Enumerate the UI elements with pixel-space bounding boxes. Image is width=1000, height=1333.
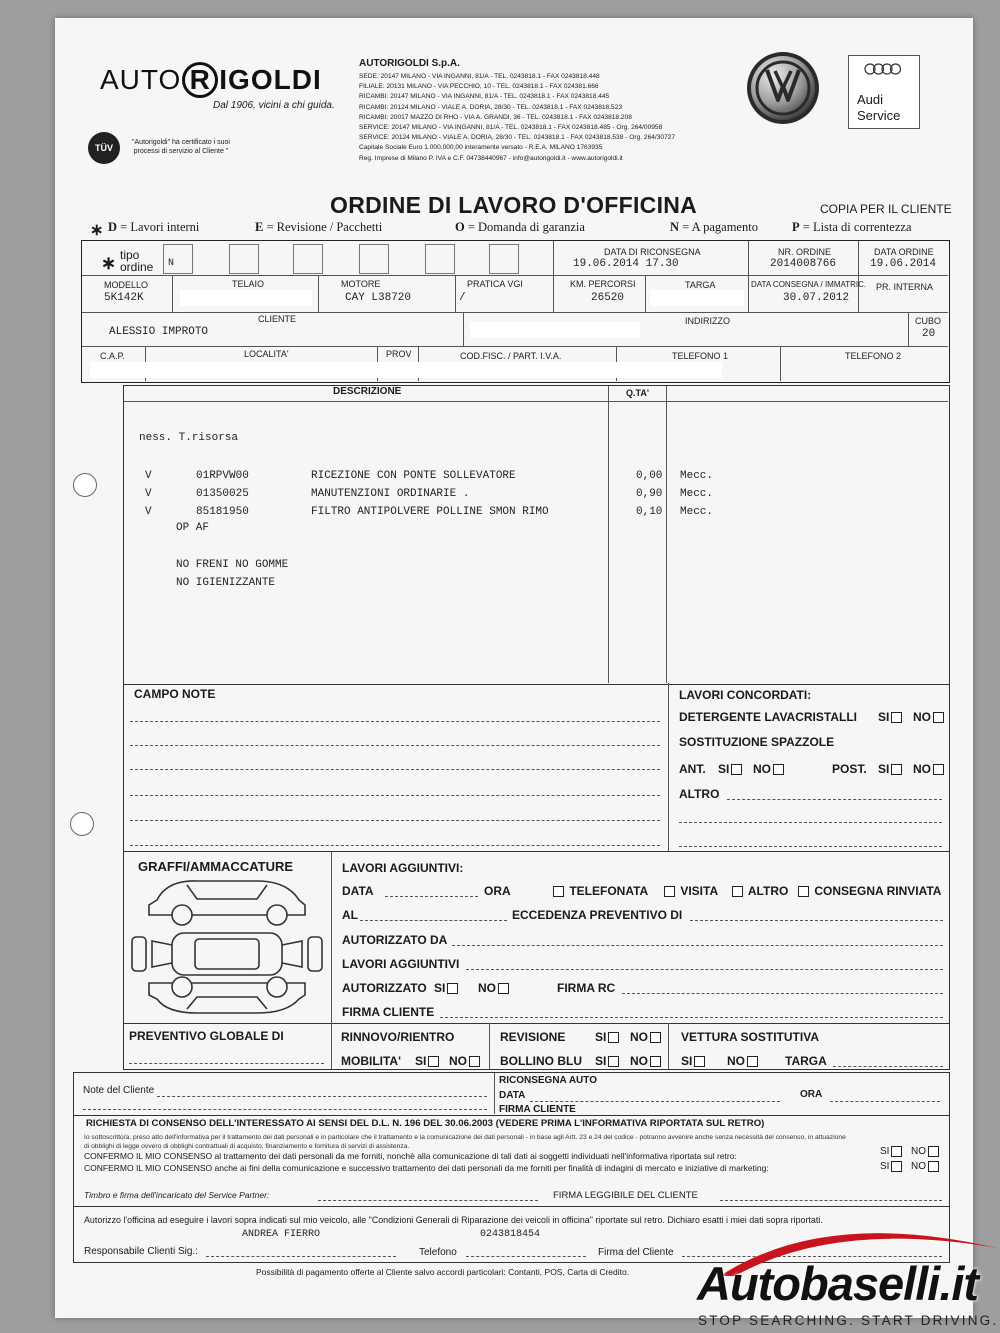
indirizzo-label: INDIRIZZO	[685, 316, 730, 326]
data-ordine-value: 19.06.2014	[870, 258, 937, 270]
copy-label: COPIA PER IL CLIENTE	[820, 202, 952, 216]
ant-si-checkbox[interactable]	[731, 764, 742, 775]
tipo-ordine-label: tipo ordine	[120, 248, 154, 274]
autobaselli-slogan: STOP SEARCHING. START DRIVING.	[698, 1313, 999, 1328]
post-no: NO	[913, 762, 946, 776]
telaio-redacted	[180, 290, 312, 306]
autorizzato-no-checkbox[interactable]	[498, 983, 509, 994]
autorigoldi-logo	[100, 62, 322, 98]
consent-title: RICHIESTA DI CONSENSO DELL'INTERESSATO AI SENSI DEL D.L. N. 196 DEL 30.06.2003 (VEDERE PRIMA L'INFORMATIVA RIPORTATA SUL RETRO)	[86, 1118, 765, 1129]
logo-r-circle: R	[182, 62, 218, 98]
cap-label: C.A.P.	[100, 351, 125, 361]
sostituzione-label: SOSTITUZIONE SPAZZOLE	[679, 735, 835, 749]
mobilita-label: MOBILITA'	[341, 1054, 401, 1068]
bollino-no-checkbox[interactable]	[650, 1056, 661, 1067]
detergente-no: NO	[913, 710, 946, 724]
data-ordine-label: DATA ORDINE	[874, 247, 934, 257]
logo-text-left: AUTO	[100, 64, 182, 95]
note-cliente-label: Note del Cliente	[83, 1085, 155, 1096]
km-value: 26520	[591, 292, 625, 304]
motore-value: CAY L38720	[345, 292, 412, 304]
modello-value: 5K142K	[104, 292, 144, 304]
consent-2-no-checkbox[interactable]	[928, 1161, 939, 1172]
legend-item-d: D = Lavori interni	[108, 220, 200, 234]
altro-option: ALTRO	[730, 884, 788, 898]
lavori-aggiuntivi-label: LAVORI AGGIUNTIVI:	[342, 861, 464, 875]
pratica-value: /	[459, 292, 466, 304]
company-address-line: RICAMBI: 20124 MILANO - VIALE A. DORIA, 28/30 - TEL. 0243818.1 - FAX 0243818.523	[359, 103, 623, 111]
revisione-si-checkbox[interactable]	[608, 1032, 619, 1043]
work-row-flag: V	[145, 470, 152, 482]
company-address-line: Capitale Sociale Euro 1.000.000,00 interamente versato - R.E.A. MILANO 1763935	[359, 144, 603, 152]
consegna-label: DATA CONSEGNA / IMMATRIC.	[751, 280, 867, 289]
autorizzato-si: SI	[434, 981, 460, 995]
ant-no-checkbox[interactable]	[773, 764, 784, 775]
revisione-no: NO	[630, 1030, 663, 1044]
codfisc-label: COD.FISC. / PART. I.V.A.	[460, 351, 562, 361]
ora-label: ORA	[484, 884, 511, 898]
work-note-2: NO IGIENIZZANTE	[176, 577, 276, 589]
lavori-concordati-label: LAVORI CONCORDATI:	[679, 688, 812, 702]
rinnovo-label: RINNOVO/RIENTRO	[341, 1030, 455, 1044]
bollino-no: NO	[630, 1054, 663, 1068]
consent-line-2: CONFERMO IL MIO CONSENSO anche ai fini della comunicazione e successivo trattamento dei dati personali da me forniti per finalità di indagini di mercato e iniziative di marketing:	[84, 1163, 769, 1173]
consent-small-2: di obblighi di legge ovvero di obblighi contrattuali di acquisto, finanziamento e fornitura di servizi di assistenza.	[84, 1143, 410, 1150]
revisione-si: SI	[595, 1030, 621, 1044]
consent-line-2-no: NO	[911, 1161, 941, 1172]
mobilita-si-checkbox[interactable]	[428, 1056, 439, 1067]
consegna-option: CONSEGNA RINVIATA	[796, 884, 941, 898]
consent-small-1: Io sottoscritto/a, preso atto dell'informativa per il trattamento dei dati personali e in particolare che il trattamento e la comunicazione dei dati personali - in base agli Artt. 23 e 24 del codice - potranno avvenire anche senza necessità del consenso, in attuazione	[84, 1134, 846, 1141]
work-note-1: NO FRENI NO GOMME	[176, 559, 289, 571]
pr-interna-label: PR. INTERNA	[876, 282, 934, 292]
responsabile-label: Responsabile Clienti Sig.:	[84, 1246, 198, 1257]
riconsegna-data-label: DATA	[499, 1090, 526, 1101]
company-address-line: FILIALE: 20131 MILANO - VIA PECCHIO, 10 - TEL. 0243818.1 - FAX 024381.666	[359, 83, 599, 91]
legend-item-p: P = Lista di correntezza	[792, 220, 912, 234]
telefono-value: 0243818454	[480, 1229, 541, 1240]
vettura-si: SI	[681, 1054, 707, 1068]
company-name: AUTORIGOLDI S.p.A.	[359, 58, 460, 69]
authorization-text: Autorizzo l'officina ad eseguire i lavori sopra indicati sul mio veicolo, alle "Condizioni Generali di Riparazione dei veicoli in officina" riportate sul retro. Dichiaro esatti i miei dati sopra riportati.	[84, 1215, 823, 1225]
tipo-ordine-value: N	[168, 258, 175, 269]
work-row-unit: Mecc.	[680, 506, 714, 518]
car-damage-diagram-icon	[127, 875, 327, 1020]
preventivo-label: PREVENTIVO GLOBALE DI	[129, 1029, 284, 1043]
visita-option: VISITA	[662, 884, 718, 898]
legend-item-n: N = A pagamento	[670, 220, 758, 234]
firma-cliente-auth-label: Firma del Cliente	[598, 1247, 674, 1258]
riconsegna-ora-label: ORA	[800, 1089, 823, 1100]
revisione-no-checkbox[interactable]	[650, 1032, 661, 1043]
firma-cliente-label: FIRMA CLIENTE	[342, 1005, 435, 1019]
punch-hole-top	[73, 473, 97, 497]
work-row-code: 01350025	[196, 488, 249, 500]
work-row-code: 85181950	[196, 506, 249, 518]
legend-row	[90, 220, 950, 240]
localita-label: LOCALITA'	[244, 349, 289, 359]
work-row-desc: FILTRO ANTIPOLVERE POLLINE SMON RIMO	[311, 506, 549, 518]
volkswagen-logo-icon	[745, 50, 821, 131]
legend-item-o: O = Domanda di garanzia	[455, 220, 585, 234]
punch-hole-bottom	[70, 812, 94, 836]
detergente-label: DETERGENTE LAVACRISTALLI	[679, 710, 857, 724]
targa-label: TARGA	[785, 1054, 827, 1068]
mobilita-si: SI	[415, 1054, 441, 1068]
logo-text-right: IGOLDI	[219, 64, 322, 95]
telefono1-label: TELEFONO 1	[672, 351, 729, 361]
targa-label: TARGA	[685, 280, 716, 290]
telaio-label: TELAIO	[232, 279, 265, 289]
consent-line-2-si: SI	[880, 1161, 904, 1172]
qta-header: Q.TA'	[626, 388, 649, 398]
consent-line-1: CONFERMO IL MIO CONSENSO al trattamento dei dati personali da me forniti, nonchè alla comunicazione di tali dati ai soggetti individuati nell'informativa riportata sul retro:	[84, 1151, 737, 1161]
prov-label: PROV	[386, 349, 412, 359]
autorizzato-no: NO	[478, 981, 511, 995]
company-address-line: SERVICE: 20124 MILANO - VIALE A. DORIA, 28/30 - TEL. 0243818.1 - FAX 0243818.538 - Org. 264/30727	[359, 134, 676, 142]
detergente-no-checkbox[interactable]	[933, 712, 944, 723]
work-row-code: 01RPVW00	[196, 470, 249, 482]
legend-star-icon: ∗	[90, 222, 104, 239]
altro-label: ALTRO	[679, 787, 720, 801]
company-address-line: SEDE: 20147 MILANO - VIA INGANNI, 81/A - TEL. 0243818.1 - FAX 0243818.448	[359, 73, 600, 80]
company-address-line: RICAMBI: 20017 MAZZO DI RHO - VIA A. GRANDI, 36 - TEL. 0243818.1 - FAX 0243818.208	[359, 113, 632, 121]
revisione-label: REVISIONE	[500, 1030, 566, 1044]
company-address-line: SERVICE: 20147 MILANO - VIA INGANNI, 81/A - TEL. 0243818.1 - FAX 0243818.485 - Org. 264/00958	[359, 124, 663, 132]
work-row-qty: 0,10	[636, 506, 663, 518]
work-extra: OP AF	[176, 522, 210, 534]
graffi-title: GRAFFI/AMMACCATURE	[138, 859, 294, 874]
logo-tagline: Dal 1906, vicini a chi guida.	[213, 100, 335, 111]
detergente-si: SI	[878, 710, 904, 724]
post-label: POST.	[832, 762, 867, 776]
telefonata-checkbox[interactable]	[553, 886, 564, 897]
vettura-no: NO	[727, 1054, 760, 1068]
work-row-unit: Mecc.	[680, 488, 714, 500]
work-description-box	[123, 385, 950, 685]
riconsegna-auto-label: RICONSEGNA AUTO	[499, 1075, 597, 1086]
bollino-si: SI	[595, 1054, 621, 1068]
consent-1-si-checkbox[interactable]	[891, 1146, 902, 1157]
consegna-value: 30.07.2012	[783, 292, 850, 304]
post-no-checkbox[interactable]	[933, 764, 944, 775]
post-si-checkbox[interactable]	[891, 764, 902, 775]
ant-label: ANT.	[679, 762, 706, 776]
ant-no: NO	[753, 762, 786, 776]
work-row-flag: V	[145, 506, 152, 518]
visita-checkbox[interactable]	[664, 886, 675, 897]
riconsegna-label: DATA DI RICONSEGNA	[604, 247, 701, 257]
work-intro: ness. T.risorsa	[139, 432, 239, 444]
consent-1-no-checkbox[interactable]	[928, 1146, 939, 1157]
responsabile-value: ANDREA FIERRO	[242, 1229, 321, 1240]
eccedenza-label: ECCEDENZA PREVENTIVO DI	[512, 908, 683, 922]
indirizzo-redacted	[470, 322, 640, 338]
telefonata-option: TELEFONATA	[551, 884, 648, 898]
audi-service-logo	[848, 55, 920, 129]
page-title: ORDINE DI LAVORO D'OFFICINA	[330, 192, 698, 218]
autorizzato-label: AUTORIZZATO	[342, 981, 427, 995]
tipo-star-icon: ∗	[101, 253, 117, 273]
campo-note-label: CAMPO NOTE	[134, 687, 216, 701]
altro-checkbox[interactable]	[732, 886, 743, 897]
consegna-checkbox[interactable]	[798, 886, 809, 897]
descrizione-header: DESCRIZIONE	[333, 386, 402, 397]
modello-label: MODELLO	[104, 280, 149, 290]
work-row-qty: 0,00	[636, 470, 663, 482]
post-si: SI	[878, 762, 904, 776]
notes-box	[123, 683, 950, 852]
mobilita-no-checkbox[interactable]	[469, 1056, 480, 1067]
cliente-value: ALESSIO IMPROTO	[109, 326, 209, 338]
lavori-aggiuntivi-2-label: LAVORI AGGIUNTIVI	[342, 957, 460, 971]
company-address-line: RICAMBI: 20147 MILANO - VIA INGANNI, 81/A - TEL. 0243818.1 - FAX 0243818.445	[359, 93, 610, 101]
consent-2-si-checkbox[interactable]	[891, 1161, 902, 1172]
vettura-no-checkbox[interactable]	[747, 1056, 758, 1067]
riconsegna-firma-label: FIRMA CLIENTE	[499, 1104, 576, 1115]
bollino-si-checkbox[interactable]	[608, 1056, 619, 1067]
service-label: Service	[857, 108, 901, 123]
vettura-label: VETTURA SOSTITUTIVA	[681, 1030, 819, 1044]
cubo-value: 20	[922, 328, 936, 340]
pagamento-text: Possibilità di pagamento offerte al Cliente salvo accordi particolari: Contanti, POS, Carta di Credito.	[256, 1267, 630, 1277]
nr-ordine-value: 2014008766	[770, 258, 837, 270]
certification-text: "Autorigoldi" ha certificato i suoi processi di servizio al Cliente "	[132, 139, 230, 155]
legend-item-e: E = Revisione / Pacchetti	[255, 220, 383, 234]
work-row-flag: V	[145, 488, 152, 500]
firma-leggibile-label: FIRMA LEGGIBILE DEL CLIENTE	[553, 1190, 698, 1201]
autorizzato-da-label: AUTORIZZATO DA	[342, 933, 448, 947]
autobaselli-brand: Autobaselli.it	[697, 1257, 979, 1310]
cubo-label: CUBO	[915, 316, 942, 326]
ant-si: SI	[718, 762, 744, 776]
telefono2-label: TELEFONO 2	[845, 351, 902, 361]
timbro-label: Timbro e firma dell'incaricato del Service Partner:	[84, 1190, 270, 1200]
mobilita-no: NO	[449, 1054, 482, 1068]
autorizzato-si-checkbox[interactable]	[447, 983, 458, 994]
bollino-label: BOLLINO BLU	[500, 1054, 582, 1068]
targa-redacted	[650, 290, 744, 306]
riconsegna-value: 19.06.2014 17.30	[573, 258, 679, 270]
work-row-qty: 0,90	[636, 488, 663, 500]
audi-label: Audi	[857, 92, 884, 107]
detergente-si-checkbox[interactable]	[891, 712, 902, 723]
work-row-desc: RICEZIONE CON PONTE SOLLEVATORE	[311, 470, 516, 482]
vettura-si-checkbox[interactable]	[694, 1056, 705, 1067]
audi-rings-icon	[863, 62, 903, 76]
consent-line-1-no: NO	[911, 1146, 941, 1157]
firma-rc-label: FIRMA RC	[557, 981, 616, 995]
consent-line-1-si: SI	[880, 1146, 904, 1157]
al-label: AL	[342, 908, 358, 922]
motore-label: MOTORE	[341, 279, 381, 289]
work-row-desc: MANUTENZIONI ORDINARIE .	[311, 488, 470, 500]
pratica-label: PRATICA VGI	[467, 279, 523, 289]
data-label: DATA	[342, 884, 374, 898]
work-row-unit: Mecc.	[680, 470, 714, 482]
company-address-line: Reg. Imprese di Milano P. IVA e C.F. 04738440967 - info@autorigoldi.it - www.autorigoldi.it	[359, 154, 623, 162]
telefono-label: Telefono	[419, 1247, 457, 1258]
nr-ordine-label: NR. ORDINE	[778, 247, 832, 257]
tuv-badge-icon: TÜV	[88, 132, 120, 164]
address-row-redacted	[90, 362, 722, 378]
cliente-label: CLIENTE	[258, 314, 297, 324]
company-address-lines	[359, 72, 675, 164]
km-label: KM. PERCORSI	[570, 279, 636, 289]
